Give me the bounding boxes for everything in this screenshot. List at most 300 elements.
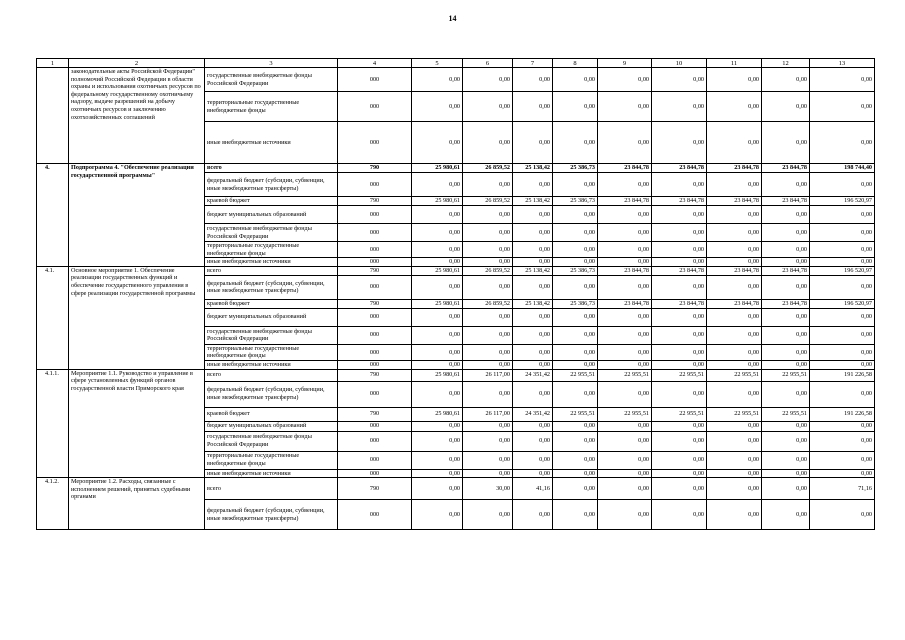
amount-cell: 196 520,97 (810, 299, 875, 308)
funding-source: краевой бюджет (205, 197, 338, 206)
header-cell: 6 (463, 59, 513, 68)
amount-cell: 0,00 (513, 122, 553, 164)
amount-cell: 0,00 (598, 360, 652, 369)
amount-cell: 0,00 (810, 206, 875, 224)
admin-code: 000 (338, 224, 412, 242)
amount-cell: 0,00 (762, 308, 810, 326)
amount-cell: 0,00 (707, 381, 762, 407)
amount-cell: 30,00 (463, 478, 513, 500)
amount-cell: 22 955,51 (553, 407, 598, 421)
amount-cell: 0,00 (553, 242, 598, 258)
funding-source: федеральный бюджет (субсидии, субвенции, иные межбюджетные трансферты) (205, 275, 338, 299)
funding-source: иные внебюджетные источники (205, 122, 338, 164)
amount-cell: 0,00 (707, 344, 762, 360)
amount-cell: 0,00 (513, 224, 553, 242)
amount-cell: 0,00 (513, 500, 553, 530)
amount-cell: 0,00 (810, 308, 875, 326)
amount-cell: 0,00 (412, 326, 463, 344)
amount-cell: 0,00 (412, 421, 463, 431)
amount-cell: 0,00 (463, 224, 513, 242)
header-cell: 1 (37, 59, 69, 68)
amount-cell: 23 844,78 (762, 299, 810, 308)
amount-cell: 0,00 (598, 122, 652, 164)
header-cell: 12 (762, 59, 810, 68)
amount-cell: 0,00 (762, 344, 810, 360)
amount-cell: 23 844,78 (598, 164, 652, 173)
amount-cell: 0,00 (762, 500, 810, 530)
amount-cell: 0,00 (810, 360, 875, 369)
amount-cell: 0,00 (762, 478, 810, 500)
header-cell: 9 (598, 59, 652, 68)
amount-cell: 0,00 (513, 431, 553, 451)
table-row (37, 369, 875, 381)
amount-cell: 0,00 (412, 206, 463, 224)
amount-cell: 0,00 (652, 92, 707, 122)
header-row (37, 59, 875, 68)
header-cell: 10 (652, 59, 707, 68)
funding-source: территориальные государственные внебюджетные фонды (205, 451, 338, 469)
amount-cell: 0,00 (513, 344, 553, 360)
amount-cell: 25 138,42 (513, 197, 553, 206)
amount-cell: 23 844,78 (598, 197, 652, 206)
amount-cell: 0,00 (513, 92, 553, 122)
admin-code: 000 (338, 326, 412, 344)
amount-cell: 25 138,42 (513, 299, 553, 308)
amount-cell: 0,00 (762, 206, 810, 224)
admin-code: 000 (338, 242, 412, 258)
amount-cell: 0,00 (652, 173, 707, 197)
amount-cell: 198 744,40 (810, 164, 875, 173)
funding-source: бюджет муниципальных образований (205, 421, 338, 431)
amount-cell: 0,00 (412, 451, 463, 469)
amount-cell: 0,00 (412, 500, 463, 530)
amount-cell: 0,00 (598, 326, 652, 344)
amount-cell: 0,00 (553, 308, 598, 326)
amount-cell: 0,00 (810, 431, 875, 451)
amount-cell: 0,00 (652, 469, 707, 478)
amount-cell: 23 844,78 (598, 266, 652, 275)
amount-cell: 0,00 (762, 258, 810, 267)
amount-cell: 0,00 (513, 421, 553, 431)
admin-code: 790 (338, 407, 412, 421)
amount-cell: 22 955,51 (598, 369, 652, 381)
amount-cell: 0,00 (707, 421, 762, 431)
amount-cell: 0,00 (513, 381, 553, 407)
admin-code: 790 (338, 299, 412, 308)
header-cell: 11 (707, 59, 762, 68)
amount-cell: 196 520,97 (810, 197, 875, 206)
amount-cell: 26 859,52 (463, 299, 513, 308)
funding-source: федеральный бюджет (субсидии, субвенции, иные межбюджетные трансферты) (205, 500, 338, 530)
amount-cell: 0,00 (707, 206, 762, 224)
amount-cell: 0,00 (553, 275, 598, 299)
amount-cell: 0,00 (412, 224, 463, 242)
amount-cell: 0,00 (463, 421, 513, 431)
amount-cell: 22 955,51 (707, 407, 762, 421)
amount-cell: 0,00 (652, 258, 707, 267)
amount-cell: 0,00 (513, 242, 553, 258)
amount-cell: 22 955,51 (762, 407, 810, 421)
amount-cell: 0,00 (762, 469, 810, 478)
funding-source: государственные внебюджетные фонды Российской Федерации (205, 224, 338, 242)
amount-cell: 0,00 (412, 242, 463, 258)
amount-cell: 0,00 (598, 500, 652, 530)
admin-code: 000 (338, 451, 412, 469)
amount-cell: 0,00 (598, 308, 652, 326)
amount-cell: 0,00 (707, 68, 762, 92)
item-number: 4.1.2. (37, 478, 69, 530)
amount-cell: 24 351,42 (513, 407, 553, 421)
amount-cell: 0,00 (463, 242, 513, 258)
amount-cell: 0,00 (598, 92, 652, 122)
funding-source: всего (205, 266, 338, 275)
amount-cell: 0,00 (652, 242, 707, 258)
amount-cell: 22 955,51 (652, 369, 707, 381)
funding-source: государственные внебюджетные фонды Российской Федерации (205, 431, 338, 451)
amount-cell: 0,00 (598, 431, 652, 451)
amount-cell: 0,00 (513, 206, 553, 224)
amount-cell: 0,00 (707, 469, 762, 478)
amount-cell: 0,00 (463, 469, 513, 478)
funding-source: краевой бюджет (205, 407, 338, 421)
amount-cell: 0,00 (707, 308, 762, 326)
amount-cell: 26 117,00 (463, 369, 513, 381)
table-row (37, 266, 875, 275)
table-row (37, 164, 875, 173)
admin-code: 000 (338, 173, 412, 197)
amount-cell: 0,00 (810, 326, 875, 344)
amount-cell: 0,00 (810, 275, 875, 299)
amount-cell: 0,00 (810, 68, 875, 92)
amount-cell: 25 980,61 (412, 266, 463, 275)
item-number: 4.1.1. (37, 369, 69, 478)
amount-cell: 0,00 (652, 224, 707, 242)
amount-cell: 23 844,78 (652, 197, 707, 206)
amount-cell: 22 955,51 (553, 369, 598, 381)
amount-cell: 0,00 (762, 326, 810, 344)
amount-cell: 0,00 (463, 431, 513, 451)
amount-cell: 0,00 (412, 431, 463, 451)
amount-cell: 0,00 (463, 92, 513, 122)
amount-cell: 23 844,78 (707, 299, 762, 308)
amount-cell: 0,00 (553, 451, 598, 469)
amount-cell: 0,00 (762, 381, 810, 407)
amount-cell: 0,00 (652, 206, 707, 224)
amount-cell: 0,00 (762, 92, 810, 122)
amount-cell: 0,00 (463, 344, 513, 360)
admin-code: 000 (338, 360, 412, 369)
amount-cell: 0,00 (412, 173, 463, 197)
amount-cell: 0,00 (762, 421, 810, 431)
admin-code: 000 (338, 421, 412, 431)
funding-source: государственные внебюджетные фонды Российской Федерации (205, 326, 338, 344)
amount-cell: 0,00 (553, 258, 598, 267)
amount-cell: 0,00 (598, 242, 652, 258)
amount-cell: 0,00 (598, 173, 652, 197)
amount-cell: 0,00 (553, 206, 598, 224)
amount-cell: 196 520,97 (810, 266, 875, 275)
header-cell: 3 (205, 59, 338, 68)
admin-code: 000 (338, 122, 412, 164)
funding-source: всего (205, 369, 338, 381)
amount-cell: 0,00 (553, 173, 598, 197)
amount-cell: 0,00 (707, 500, 762, 530)
amount-cell: 0,00 (463, 122, 513, 164)
item-name: законодательные акты Российской Федерации" полномочий Российской Федерации в области охраны и использования охотничьих ресурсов по федеральному государственному охотничьему надзору, выдаче разрешений на добычу охотничьих ресурсов и заключению охотхозяйственных соглашений (69, 68, 205, 164)
amount-cell: 25 980,61 (412, 197, 463, 206)
amount-cell: 22 955,51 (652, 407, 707, 421)
amount-cell: 25 980,61 (412, 299, 463, 308)
amount-cell: 0,00 (652, 275, 707, 299)
amount-cell: 0,00 (598, 451, 652, 469)
amount-cell: 0,00 (513, 308, 553, 326)
amount-cell: 0,00 (553, 326, 598, 344)
amount-cell: 0,00 (412, 92, 463, 122)
budget-table (36, 58, 875, 530)
amount-cell: 0,00 (463, 381, 513, 407)
amount-cell: 0,00 (707, 258, 762, 267)
amount-cell: 23 844,78 (707, 266, 762, 275)
amount-cell: 0,00 (707, 224, 762, 242)
item-name: Мероприятие 1.1. Руководство и управление в сфере установленных функций органов государственной власти Приморского края (69, 369, 205, 478)
amount-cell: 26 859,52 (463, 197, 513, 206)
amount-cell: 0,00 (513, 326, 553, 344)
amount-cell: 0,00 (707, 478, 762, 500)
admin-code: 790 (338, 266, 412, 275)
funding-source: краевой бюджет (205, 299, 338, 308)
amount-cell: 0,00 (463, 258, 513, 267)
funding-source: бюджет муниципальных образований (205, 206, 338, 224)
amount-cell: 0,00 (810, 122, 875, 164)
amount-cell: 0,00 (598, 478, 652, 500)
amount-cell: 26 117,00 (463, 407, 513, 421)
amount-cell: 0,00 (762, 360, 810, 369)
amount-cell: 0,00 (810, 242, 875, 258)
amount-cell: 0,00 (463, 275, 513, 299)
amount-cell: 0,00 (553, 92, 598, 122)
amount-cell: 0,00 (513, 469, 553, 478)
amount-cell: 0,00 (810, 173, 875, 197)
amount-cell: 23 844,78 (707, 197, 762, 206)
amount-cell: 23 844,78 (598, 299, 652, 308)
amount-cell: 0,00 (810, 381, 875, 407)
admin-code: 790 (338, 197, 412, 206)
amount-cell: 0,00 (553, 431, 598, 451)
amount-cell: 23 844,78 (652, 299, 707, 308)
amount-cell: 0,00 (598, 275, 652, 299)
amount-cell: 0,00 (513, 275, 553, 299)
amount-cell: 25 980,61 (412, 164, 463, 173)
amount-cell: 0,00 (553, 224, 598, 242)
item-name: Подпрограмма 4. "Обеспечение реализации государственной программы" (69, 164, 205, 267)
header-cell: 5 (412, 59, 463, 68)
amount-cell: 0,00 (412, 122, 463, 164)
amount-cell: 0,00 (762, 68, 810, 92)
amount-cell: 0,00 (652, 451, 707, 469)
amount-cell: 0,00 (553, 122, 598, 164)
amount-cell: 0,00 (598, 206, 652, 224)
amount-cell: 0,00 (652, 360, 707, 369)
table-row (37, 478, 875, 500)
amount-cell: 71,16 (810, 478, 875, 500)
amount-cell: 0,00 (707, 326, 762, 344)
amount-cell: 0,00 (810, 500, 875, 530)
header-cell: 2 (69, 59, 205, 68)
amount-cell: 0,00 (707, 122, 762, 164)
item-name: Мероприятие 1.2. Расходы, связанные с исполнением решений, принятых судебными органами (69, 478, 205, 530)
amount-cell: 0,00 (598, 469, 652, 478)
amount-cell: 0,00 (652, 308, 707, 326)
amount-cell: 0,00 (553, 360, 598, 369)
amount-cell: 0,00 (463, 206, 513, 224)
amount-cell: 0,00 (810, 224, 875, 242)
funding-source: территориальные государственные внебюджетные фонды (205, 242, 338, 258)
admin-code: 000 (338, 344, 412, 360)
admin-code: 000 (338, 308, 412, 326)
amount-cell: 0,00 (707, 92, 762, 122)
amount-cell: 0,00 (762, 431, 810, 451)
amount-cell: 0,00 (463, 326, 513, 344)
amount-cell: 0,00 (412, 344, 463, 360)
header-cell: 4 (338, 59, 412, 68)
amount-cell: 191 226,58 (810, 407, 875, 421)
amount-cell: 0,00 (707, 451, 762, 469)
amount-cell: 0,00 (598, 421, 652, 431)
amount-cell: 0,00 (810, 344, 875, 360)
amount-cell: 23 844,78 (762, 164, 810, 173)
admin-code: 000 (338, 469, 412, 478)
amount-cell: 23 844,78 (652, 164, 707, 173)
funding-source: всего (205, 478, 338, 500)
amount-cell: 0,00 (412, 68, 463, 92)
item-name: Основное мероприятие 1. Обеспечение реализации государственных функций и обеспечение государственного управления в сфере реализации государственной программы (69, 266, 205, 369)
amount-cell: 0,00 (707, 360, 762, 369)
amount-cell: 0,00 (707, 173, 762, 197)
item-number: 4.1. (37, 266, 69, 369)
admin-code: 790 (338, 369, 412, 381)
funding-source: иные внебюджетные источники (205, 258, 338, 267)
amount-cell: 0,00 (598, 258, 652, 267)
amount-cell: 23 844,78 (762, 197, 810, 206)
amount-cell: 0,00 (513, 68, 553, 92)
admin-code: 000 (338, 431, 412, 451)
amount-cell: 23 844,78 (762, 266, 810, 275)
amount-cell: 25 386,73 (553, 299, 598, 308)
header-cell: 7 (513, 59, 553, 68)
amount-cell: 0,00 (412, 381, 463, 407)
amount-cell: 0,00 (810, 469, 875, 478)
amount-cell: 0,00 (707, 431, 762, 451)
amount-cell: 0,00 (707, 275, 762, 299)
funding-source: федеральный бюджет (субсидии, субвенции, иные межбюджетные трансферты) (205, 381, 338, 407)
amount-cell: 0,00 (553, 478, 598, 500)
amount-cell: 0,00 (652, 431, 707, 451)
funding-source: всего (205, 164, 338, 173)
amount-cell: 25 386,73 (553, 197, 598, 206)
admin-code: 790 (338, 164, 412, 173)
amount-cell: 26 859,52 (463, 266, 513, 275)
amount-cell: 0,00 (412, 478, 463, 500)
amount-cell: 0,00 (553, 68, 598, 92)
funding-source: государственные внебюджетные фонды Российской Федерации (205, 68, 338, 92)
amount-cell: 0,00 (652, 381, 707, 407)
amount-cell: 24 351,42 (513, 369, 553, 381)
amount-cell: 25 386,73 (553, 164, 598, 173)
admin-code: 000 (338, 275, 412, 299)
funding-source: бюджет муниципальных образований (205, 308, 338, 326)
amount-cell: 0,00 (652, 122, 707, 164)
amount-cell: 0,00 (598, 68, 652, 92)
amount-cell: 25 980,61 (412, 407, 463, 421)
header-cell: 8 (553, 59, 598, 68)
amount-cell: 0,00 (513, 258, 553, 267)
amount-cell: 25 980,61 (412, 369, 463, 381)
amount-cell: 0,00 (463, 500, 513, 530)
amount-cell: 0,00 (412, 258, 463, 267)
admin-code: 790 (338, 478, 412, 500)
amount-cell: 0,00 (652, 500, 707, 530)
funding-source: федеральный бюджет (субсидии, субвенции, иные межбюджетные трансферты) (205, 173, 338, 197)
item-number (37, 68, 69, 164)
amount-cell: 25 386,73 (553, 266, 598, 275)
admin-code: 000 (338, 206, 412, 224)
amount-cell: 0,00 (762, 451, 810, 469)
amount-cell: 0,00 (810, 92, 875, 122)
amount-cell: 0,00 (412, 360, 463, 369)
amount-cell: 26 859,52 (463, 164, 513, 173)
amount-cell: 22 955,51 (762, 369, 810, 381)
amount-cell: 0,00 (810, 451, 875, 469)
amount-cell: 0,00 (463, 308, 513, 326)
table-row (37, 68, 875, 92)
amount-cell: 0,00 (598, 381, 652, 407)
amount-cell: 23 844,78 (707, 164, 762, 173)
amount-cell: 0,00 (412, 308, 463, 326)
item-number: 4. (37, 164, 69, 267)
amount-cell: 0,00 (513, 451, 553, 469)
amount-cell: 0,00 (762, 224, 810, 242)
amount-cell: 0,00 (463, 173, 513, 197)
amount-cell: 0,00 (762, 242, 810, 258)
amount-cell: 0,00 (553, 381, 598, 407)
amount-cell: 0,00 (553, 421, 598, 431)
amount-cell: 25 138,42 (513, 266, 553, 275)
amount-cell: 23 844,78 (652, 266, 707, 275)
page-number: 14 (448, 14, 457, 23)
amount-cell: 0,00 (652, 478, 707, 500)
amount-cell: 22 955,51 (598, 407, 652, 421)
amount-cell: 0,00 (412, 275, 463, 299)
amount-cell: 0,00 (652, 344, 707, 360)
amount-cell: 25 138,42 (513, 164, 553, 173)
amount-cell: 0,00 (652, 421, 707, 431)
amount-cell: 0,00 (598, 224, 652, 242)
amount-cell: 0,00 (513, 360, 553, 369)
amount-cell: 191 226,58 (810, 369, 875, 381)
amount-cell: 0,00 (762, 122, 810, 164)
funding-source: территориальные государственные внебюджетные фонды (205, 344, 338, 360)
amount-cell: 0,00 (810, 258, 875, 267)
admin-code: 000 (338, 258, 412, 267)
amount-cell: 0,00 (513, 173, 553, 197)
amount-cell: 0,00 (810, 421, 875, 431)
header-cell: 13 (810, 59, 875, 68)
amount-cell: 0,00 (412, 469, 463, 478)
amount-cell: 0,00 (762, 173, 810, 197)
funding-source: иные внебюджетные источники (205, 360, 338, 369)
amount-cell: 0,00 (463, 360, 513, 369)
funding-source: иные внебюджетные источники (205, 469, 338, 478)
